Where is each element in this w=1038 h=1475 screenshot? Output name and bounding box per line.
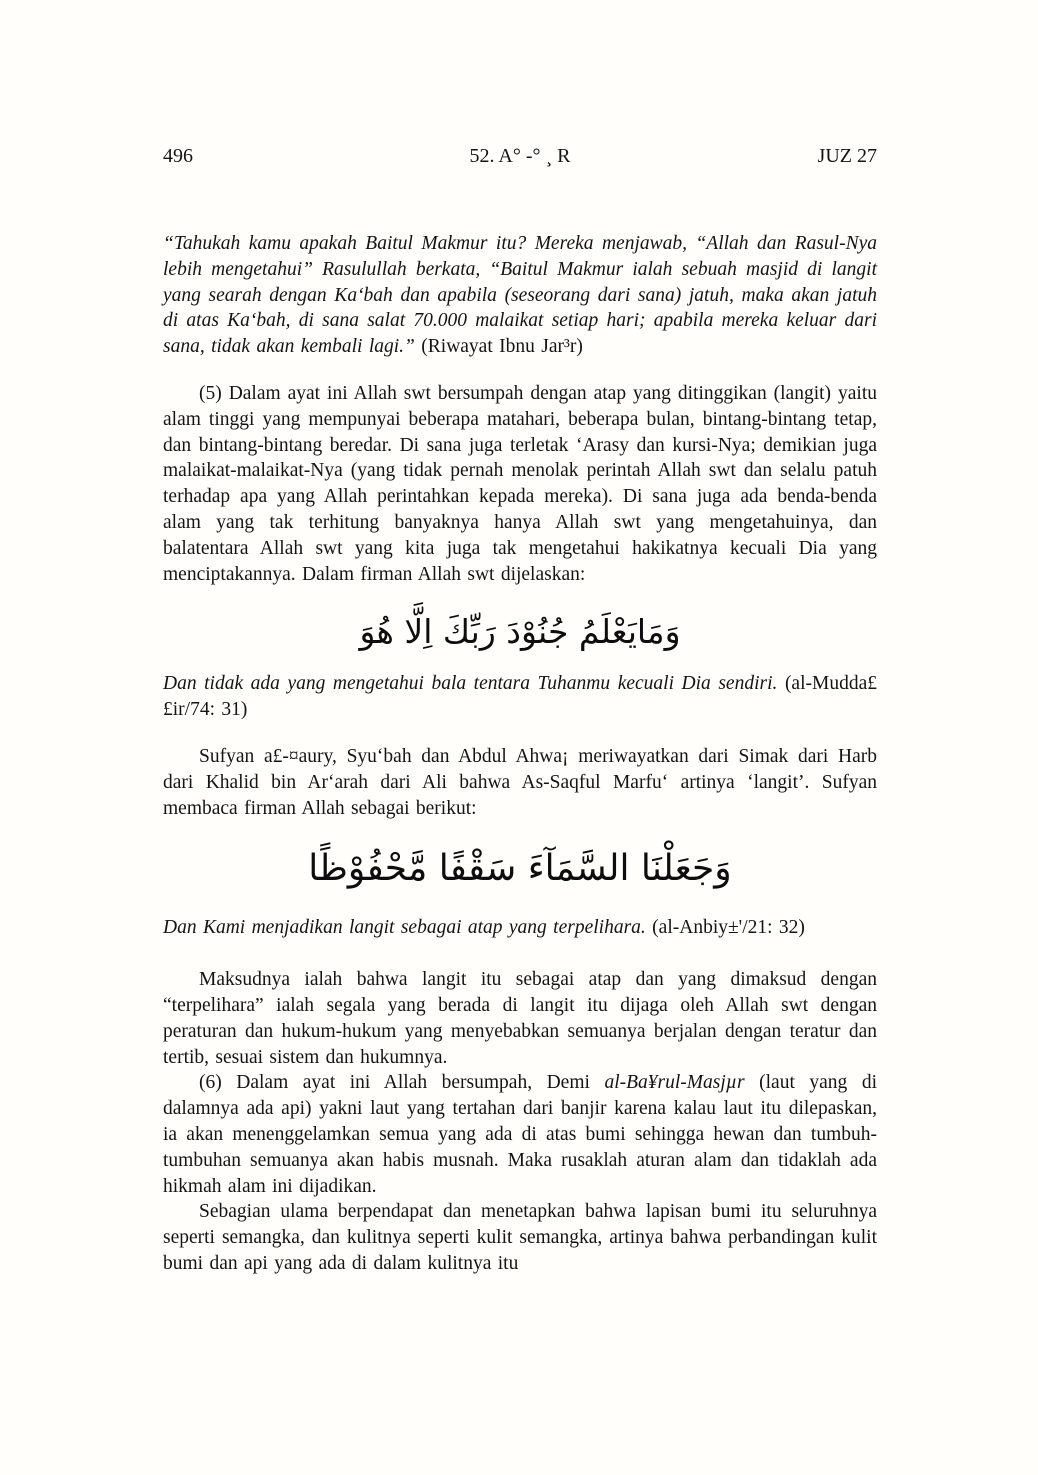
translation-2-text: Dan Kami menjadikan langit sebagai atap yang terpelihara. xyxy=(163,917,646,939)
translation-2-source: (al-Anbiy±'/21: 32) xyxy=(645,917,805,939)
paragraph-6-body: (laut yang di dalamnya ada api) yakni laut yang tertahan dari banjir karena kalau laut itu dilepaskan, ia akan menenggelamkan semua yang ada di atas bumi sehingga hewan dan tumbuh-tumbuhan semuanya akan habis musnah. Maka rusaklah aturan alam dan tidaklah ada hikmah alam ini dijadikan. xyxy=(163,1072,877,1197)
hadith-quote-text: “Tahukah kamu apakah Baitul Makmur itu? Mereka menjawab, “Allah dan Rasul-Nya lebih mengetahui” Rasulullah berkata, “Baitul Makmur ialah sebuah masjid di langit yang searah dengan Ka‘bah dan apabila (seseorang dari sana) jatuh, maka akan jatuh di atas Ka‘bah, di sana salat 70.000 malaikat setiap hari; apabila mereka keluar dari sana, tidak akan kembali lagi.” xyxy=(163,233,877,358)
page-number: 496 xyxy=(163,145,193,167)
translation-1-text: Dan tidak ada yang mengetahui bala tentara Tuhanmu kecuali Dia sendiri. xyxy=(163,673,778,695)
hadith-source: (Riwayat Ibnu Jar³r) xyxy=(414,336,583,358)
arabic-verse-2: وَجَعَلْنَا السَّمَآءَ سَقْفًا مَّحْفُوْظًا xyxy=(308,848,732,890)
arabic-verse-1: وَمَايَعْلَمُ جُنُوْدَ رَبِّكَ اِلَّا هُوَ xyxy=(359,612,681,652)
commentary-paragraph-6 xyxy=(163,1070,877,1199)
page-header xyxy=(163,143,877,169)
verse-translation-1 xyxy=(163,671,877,723)
chapter-title: 52. A° -° ¸ R xyxy=(469,145,571,167)
juz-label: JUZ 27 xyxy=(817,145,877,167)
sufyan-paragraph: Sufyan a£-¤aury, Syu‘bah dan Abdul Ahwa¡ meriwayatkan dari Simak dari Harb dari Khalid bin Ar‘arah dari Ali bahwa As-Saqful Marfu‘ artinya ‘langit’. Sufyan membaca firman Allah sebagai berikut: xyxy=(163,745,877,819)
maksudnya-paragraph: Maksudnya ialah bahwa langit itu sebagai atap dan yang dimaksud dengan “terpelihara” ialah segala yang berada di langit itu dijaga oleh Allah swt dengan peraturan dan hukum-hukum yang menyebabkan semuanya berjalan dengan teratur dan tertib, sesuai sistem dan hukumnya. xyxy=(163,969,877,1068)
paragraph-6-lead: (6) Dalam ayat ini Allah bersumpah, Demi xyxy=(199,1072,605,1094)
sebagian-paragraph: Sebagian ulama berpendapat dan menetapkan bahwa lapisan bumi itu seluruhnya seperti semangka, dan kulitnya seperti kulit semangka, artinya bahwa perbandingan kulit bumi dan api yang ada di dalam kulitnya itu xyxy=(163,1201,877,1274)
commentary-paragraph-5: (5) Dalam ayat ini Allah swt bersumpah dengan atap yang ditinggikan (langit) yaitu alam tinggi yang mempunyai beberapa matahari, beberapa bulan, bintang-bintang tetap, dan bintang-bintang beredar. Di sana juga terletak ‘Arasy dan kursi-Nya; demikian juga malaikat-malaikat-Nya (yang tidak pernah menolak perintah Allah swt dan selalu patuh terhadap apa yang Allah perintahkan kepada mereka). Di sana juga ada benda-benda alam yang tak terhitung banyaknya hanya Allah swt yang mengetahuinya, dan balatentara Allah swt yang kita juga tak mengetahui hakikatnya kecuali Dia yang menciptakannya. Dalam firman Allah swt dijelaskan: xyxy=(163,382,877,585)
hadith-quote-paragraph xyxy=(163,231,877,360)
translation-1-source: (al-Mudda££ir/74: 31) xyxy=(163,673,877,721)
verse-translation-2 xyxy=(163,915,877,941)
paragraph-6-term: al-Ba¥rul-Masjµr xyxy=(604,1072,745,1094)
